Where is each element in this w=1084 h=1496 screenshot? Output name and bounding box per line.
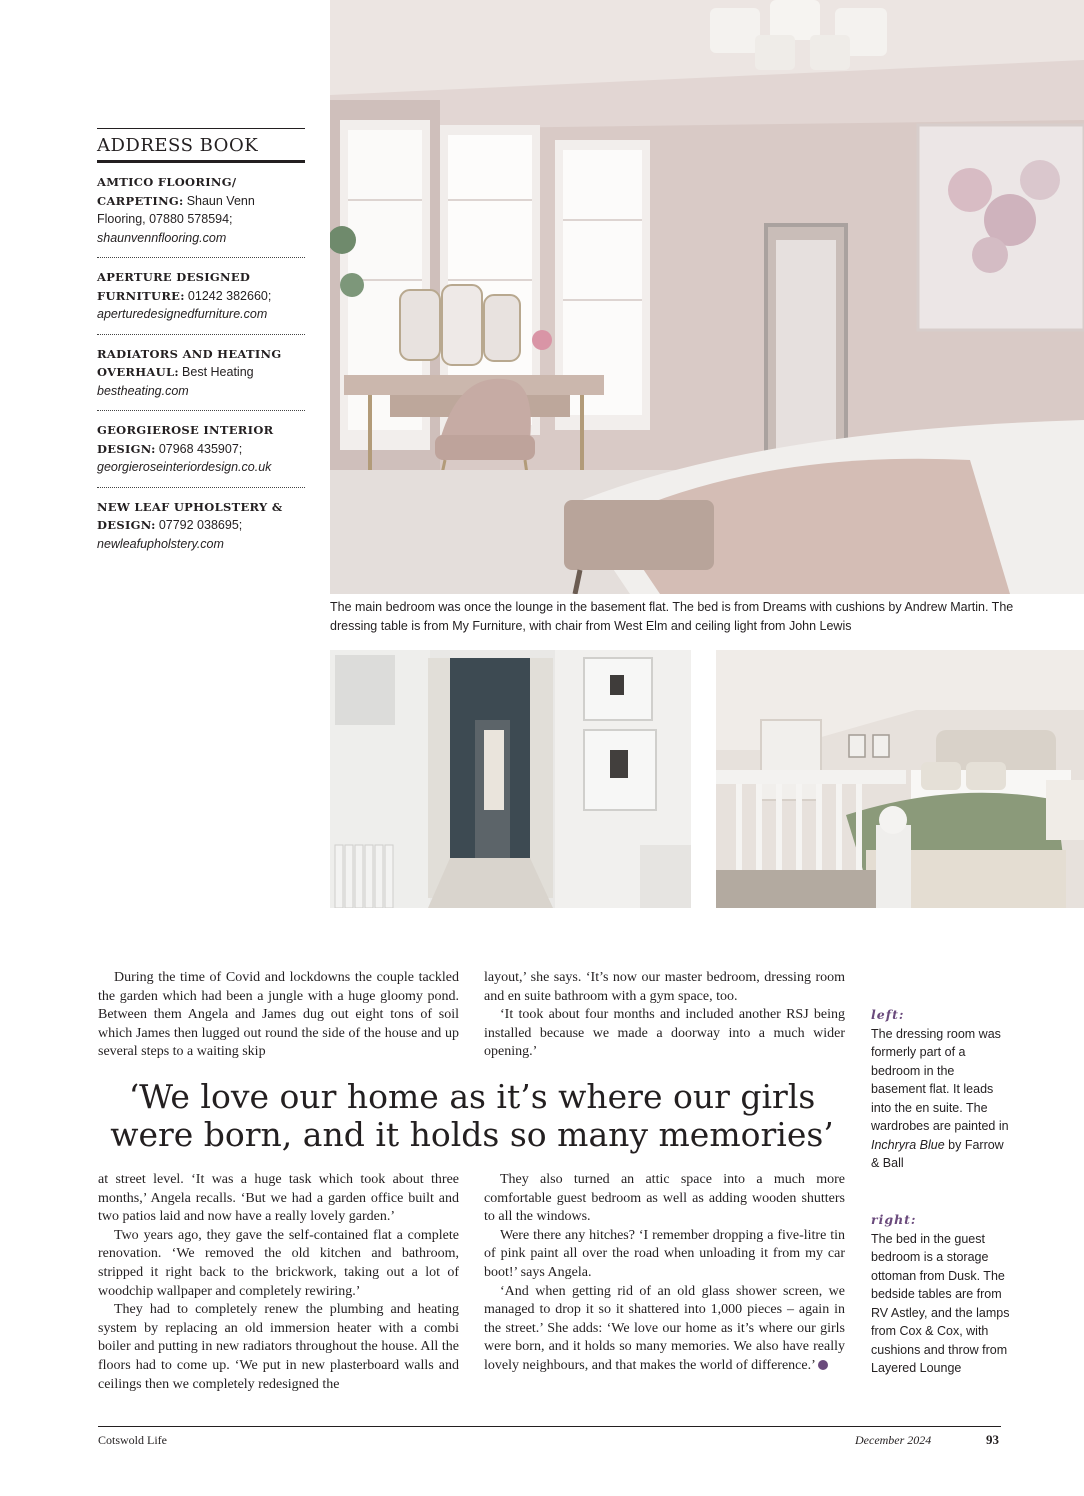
guest-bedroom-photo — [716, 650, 1084, 908]
dotted-divider — [97, 257, 305, 258]
right-side-caption: right: The bed in the guest bedroom is a storage ottoman from Dusk. The bedside tables are from RV Astley, and the lamps from Cox & Cox, with cushions and throw from Layered Lounge — [871, 1212, 1010, 1375]
dressing-room-photo — [330, 650, 691, 908]
magazine-name: Cotswold Life — [98, 1433, 167, 1447]
website-link[interactable]: newleafupholstery.com — [97, 536, 224, 551]
dotted-divider — [97, 487, 305, 488]
issue-date: December 2024 — [855, 1433, 932, 1447]
address-book-title: ADDRESS BOOK — [97, 135, 259, 156]
footer-rule — [98, 1426, 1001, 1427]
caption-label-left: left: — [871, 1007, 905, 1022]
left-side-caption: left: The dressing room was formerly part of a bedroom in the basement flat. It leads into the en suite. The wardrobes are painted in Inchryra Blue by Farrow & Ball — [871, 1006, 1011, 1173]
address-entry: NEW LEAF UPHOLSTERY & DESIGN: 07792 038695; newleafupholstery.com — [97, 498, 305, 560]
address-entry: AMTICO FLOORING/ CARPETING: Shaun Venn Flooring, 07880 578594; shaunvennflooring.com — [97, 173, 305, 253]
website-link[interactable]: aperturedesignedfurniture.com — [97, 307, 268, 321]
address-entry: RADIATORS AND HEATING OVERHAUL: Best Heating bestheating.com — [97, 345, 305, 407]
caption-label-right: right: — [871, 1212, 917, 1227]
body-column-1-bottom: at street level. ‘It was a huge task which took about three months,’ Angela recalls. ‘But we had a garden office built and two patios laid and now have a really lovely garden.’ Two years ago, they gave the self-contained flat a complete renovation. ‘We removed the old kitchen and bathroom, stripped it right back to the brickwork, taking out a lot of woodchip wallpaper and completely rewiring.’ They had to completely renew the plumbing and heating system by replacing an old immersion heater with a combi boiler and putting in new radiators throughout the house. All the floors had to come up. ‘We put in new plasterboard walls and ceilings then we completely redesigned the — [98, 1172, 459, 1392]
address-book — [97, 128, 305, 559]
body-column-2-top: layout,’ she says. ‘It’s now our master bedroom, dressing room and en suite bathroom with a gym space, too. ‘It took about four months and included another RSJ being installed because we made a doorway into a much wider opening.’ — [484, 970, 845, 1060]
address-entry: GEORGIEROSE INTERIOR DESIGN: 07968 435907; georgieroseinteriordesign.co.uk — [97, 421, 305, 483]
website-link[interactable]: shaunvennflooring.com — [97, 230, 227, 245]
page-number: 93 — [986, 1432, 999, 1447]
address-entry: APERTURE DESIGNED FURNITURE: 01242 382660; aperturedesignedfurniture.com — [97, 268, 305, 330]
body-column-2-bottom: They also turned an attic space into a much more comfortable guest bedroom as well as adding wooden shutters to all the windows. Were there any hitches? ‘I remember dropping a five-litre tin of pink paint all over the road when unloading it from my car boot!’ says Angela. ‘And when getting rid of an old glass shower screen, we managed to drop it so it shattered into 1,000 pieces – again in the street.’ She adds: ‘We love our home as it’s where our girls were born, and it holds so many memories. We also have really lovely neighbours, and that makes the world of difference.’ — [484, 1172, 845, 1373]
dotted-divider — [97, 410, 305, 411]
dotted-divider — [97, 334, 305, 335]
end-mark-icon — [818, 1360, 828, 1370]
body-column-1-top: During the time of Covid and lockdowns the couple tackled the garden which had been a jungle with a huge gloomy pond. Between them Angela and James dug out eight tons of soil which James then lugged out round the side of the house and up several steps to a waiting skip — [98, 970, 459, 1060]
website-link[interactable]: bestheating.com — [97, 383, 189, 398]
website-link[interactable]: georgieroseinteriordesign.co.uk — [97, 460, 272, 474]
pull-quote: ‘We love our home as it’s where our girls were born, and it holds so many memories’ — [110, 1077, 834, 1154]
main-photo-caption: The main bedroom was once the lounge in the basement flat. The bed is from Dreams with cushions by Andrew Martin. The dressing table is from My Furniture, with chair from West Elm and ceiling light from John Lewis — [330, 600, 1014, 633]
main-bedroom-photo — [330, 0, 1084, 594]
